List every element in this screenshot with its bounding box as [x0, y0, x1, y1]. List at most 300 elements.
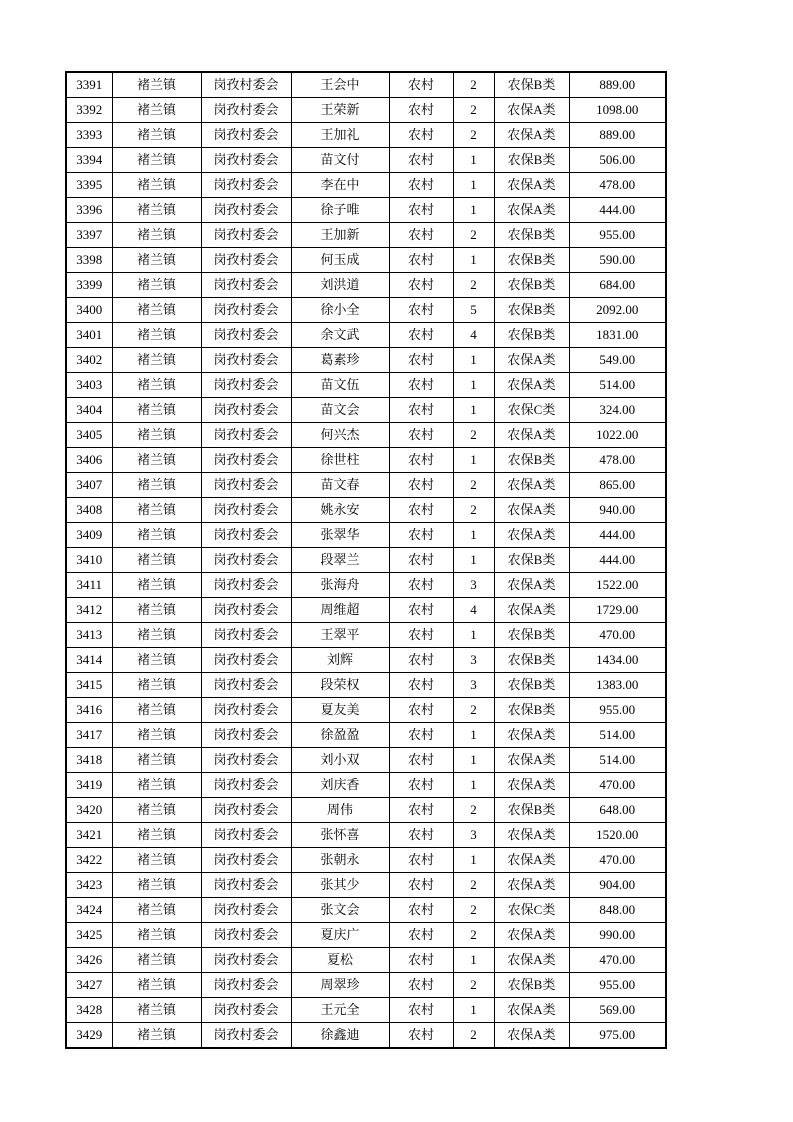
residence-type-cell: 农村 — [389, 148, 453, 173]
serial-number-cell: 3419 — [66, 773, 112, 798]
amount-cell: 1522.00 — [569, 573, 666, 598]
residence-type-cell: 农村 — [389, 273, 453, 298]
serial-number-cell: 3412 — [66, 598, 112, 623]
amount-cell: 1022.00 — [569, 423, 666, 448]
person-count-cell: 2 — [453, 423, 494, 448]
residence-type-cell: 农村 — [389, 748, 453, 773]
person-count-cell: 1 — [453, 348, 494, 373]
person-name-cell: 何兴杰 — [291, 423, 389, 448]
amount-cell: 506.00 — [569, 148, 666, 173]
village-committee-cell: 岗孜村委会 — [201, 698, 291, 723]
amount-cell: 848.00 — [569, 898, 666, 923]
person-name-cell: 张朝永 — [291, 848, 389, 873]
person-name-cell: 何玉成 — [291, 248, 389, 273]
village-committee-cell: 岗孜村委会 — [201, 498, 291, 523]
village-committee-cell: 岗孜村委会 — [201, 198, 291, 223]
person-count-cell: 1 — [453, 948, 494, 973]
residence-type-cell: 农村 — [389, 398, 453, 423]
insurance-type-cell: 农保B类 — [494, 648, 569, 673]
town-cell: 褚兰镇 — [112, 598, 201, 623]
table-row — [66, 998, 666, 1023]
village-committee-cell: 岗孜村委会 — [201, 398, 291, 423]
insurance-type-cell: 农保A类 — [494, 873, 569, 898]
person-name-cell: 刘庆香 — [291, 773, 389, 798]
person-name-cell: 苗文会 — [291, 398, 389, 423]
village-committee-cell: 岗孜村委会 — [201, 323, 291, 348]
town-cell: 褚兰镇 — [112, 248, 201, 273]
residence-type-cell: 农村 — [389, 773, 453, 798]
town-cell: 褚兰镇 — [112, 273, 201, 298]
serial-number-cell: 3421 — [66, 823, 112, 848]
person-count-cell: 2 — [453, 1023, 494, 1049]
person-name-cell: 苗文付 — [291, 148, 389, 173]
residence-type-cell: 农村 — [389, 573, 453, 598]
person-count-cell: 1 — [453, 373, 494, 398]
town-cell: 褚兰镇 — [112, 498, 201, 523]
village-committee-cell: 岗孜村委会 — [201, 623, 291, 648]
amount-cell: 975.00 — [569, 1023, 666, 1049]
table-row — [66, 823, 666, 848]
village-committee-cell: 岗孜村委会 — [201, 873, 291, 898]
insurance-type-cell: 农保A类 — [494, 848, 569, 873]
person-name-cell: 苗文伍 — [291, 373, 389, 398]
residence-type-cell: 农村 — [389, 1023, 453, 1049]
serial-number-cell: 3408 — [66, 498, 112, 523]
table-row — [66, 848, 666, 873]
person-name-cell: 段荣权 — [291, 673, 389, 698]
amount-cell: 470.00 — [569, 623, 666, 648]
town-cell: 褚兰镇 — [112, 173, 201, 198]
amount-cell: 478.00 — [569, 448, 666, 473]
serial-number-cell: 3394 — [66, 148, 112, 173]
table-row — [66, 248, 666, 273]
person-count-cell: 4 — [453, 323, 494, 348]
insurance-type-cell: 农保B类 — [494, 448, 569, 473]
insurance-type-cell: 农保A类 — [494, 598, 569, 623]
residence-type-cell: 农村 — [389, 848, 453, 873]
serial-number-cell: 3393 — [66, 123, 112, 148]
amount-cell: 514.00 — [569, 723, 666, 748]
table-row — [66, 148, 666, 173]
table-row — [66, 98, 666, 123]
insurance-type-cell: 农保A类 — [494, 523, 569, 548]
residence-type-cell: 农村 — [389, 698, 453, 723]
residence-type-cell: 农村 — [389, 623, 453, 648]
town-cell: 褚兰镇 — [112, 348, 201, 373]
amount-cell: 904.00 — [569, 873, 666, 898]
person-count-cell: 1 — [453, 773, 494, 798]
village-committee-cell: 岗孜村委会 — [201, 948, 291, 973]
table-row — [66, 698, 666, 723]
person-name-cell: 王翠平 — [291, 623, 389, 648]
residence-type-cell: 农村 — [389, 598, 453, 623]
person-name-cell: 刘辉 — [291, 648, 389, 673]
town-cell: 褚兰镇 — [112, 823, 201, 848]
amount-cell: 1729.00 — [569, 598, 666, 623]
residence-type-cell: 农村 — [389, 98, 453, 123]
person-count-cell: 2 — [453, 72, 494, 98]
town-cell: 褚兰镇 — [112, 623, 201, 648]
insurance-type-cell: 农保B类 — [494, 973, 569, 998]
residence-type-cell: 农村 — [389, 298, 453, 323]
town-cell: 褚兰镇 — [112, 923, 201, 948]
person-name-cell: 苗文春 — [291, 473, 389, 498]
insurance-type-cell: 农保A类 — [494, 173, 569, 198]
village-committee-cell: 岗孜村委会 — [201, 923, 291, 948]
village-committee-cell: 岗孜村委会 — [201, 298, 291, 323]
insurance-type-cell: 农保A类 — [494, 1023, 569, 1049]
insurance-type-cell: 农保C类 — [494, 398, 569, 423]
insurance-type-cell: 农保B类 — [494, 323, 569, 348]
person-count-cell: 1 — [453, 148, 494, 173]
table-row — [66, 798, 666, 823]
insurance-type-cell: 农保B类 — [494, 298, 569, 323]
person-count-cell: 2 — [453, 273, 494, 298]
insurance-type-cell: 农保A类 — [494, 998, 569, 1023]
person-count-cell: 1 — [453, 723, 494, 748]
person-count-cell: 1 — [453, 998, 494, 1023]
person-name-cell: 李在中 — [291, 173, 389, 198]
town-cell: 褚兰镇 — [112, 298, 201, 323]
person-count-cell: 2 — [453, 498, 494, 523]
person-name-cell: 徐鑫迪 — [291, 1023, 389, 1049]
village-committee-cell: 岗孜村委会 — [201, 998, 291, 1023]
table-row — [66, 923, 666, 948]
table-row — [66, 898, 666, 923]
town-cell: 褚兰镇 — [112, 698, 201, 723]
amount-cell: 324.00 — [569, 398, 666, 423]
serial-number-cell: 3428 — [66, 998, 112, 1023]
amount-cell: 955.00 — [569, 973, 666, 998]
table-row — [66, 723, 666, 748]
person-count-cell: 1 — [453, 523, 494, 548]
village-committee-cell: 岗孜村委会 — [201, 598, 291, 623]
serial-number-cell: 3391 — [66, 72, 112, 98]
serial-number-cell: 3415 — [66, 673, 112, 698]
serial-number-cell: 3418 — [66, 748, 112, 773]
person-count-cell: 2 — [453, 923, 494, 948]
insurance-type-cell: 农保A类 — [494, 98, 569, 123]
insurance-type-cell: 农保A类 — [494, 473, 569, 498]
serial-number-cell: 3422 — [66, 848, 112, 873]
residence-type-cell: 农村 — [389, 723, 453, 748]
village-committee-cell: 岗孜村委会 — [201, 72, 291, 98]
person-count-cell: 3 — [453, 648, 494, 673]
amount-cell: 648.00 — [569, 798, 666, 823]
table-row — [66, 173, 666, 198]
person-count-cell: 2 — [453, 973, 494, 998]
village-committee-cell: 岗孜村委会 — [201, 473, 291, 498]
village-committee-cell: 岗孜村委会 — [201, 448, 291, 473]
person-name-cell: 徐小全 — [291, 298, 389, 323]
table-row — [66, 273, 666, 298]
village-committee-cell: 岗孜村委会 — [201, 223, 291, 248]
serial-number-cell: 3417 — [66, 723, 112, 748]
residence-type-cell: 农村 — [389, 72, 453, 98]
village-committee-cell: 岗孜村委会 — [201, 423, 291, 448]
town-cell: 褚兰镇 — [112, 648, 201, 673]
insurance-type-cell: 农保B类 — [494, 273, 569, 298]
pension-table-body — [66, 72, 666, 1048]
village-committee-cell: 岗孜村委会 — [201, 848, 291, 873]
person-count-cell: 2 — [453, 698, 494, 723]
person-name-cell: 王会中 — [291, 72, 389, 98]
village-committee-cell: 岗孜村委会 — [201, 523, 291, 548]
town-cell: 褚兰镇 — [112, 198, 201, 223]
amount-cell: 2092.00 — [569, 298, 666, 323]
insurance-type-cell: 农保B类 — [494, 673, 569, 698]
person-count-cell: 2 — [453, 223, 494, 248]
person-name-cell: 徐子唯 — [291, 198, 389, 223]
table-row — [66, 748, 666, 773]
residence-type-cell: 农村 — [389, 548, 453, 573]
residence-type-cell: 农村 — [389, 973, 453, 998]
amount-cell: 889.00 — [569, 123, 666, 148]
town-cell: 褚兰镇 — [112, 548, 201, 573]
table-row — [66, 548, 666, 573]
insurance-type-cell: 农保A类 — [494, 823, 569, 848]
residence-type-cell: 农村 — [389, 248, 453, 273]
table-row — [66, 873, 666, 898]
person-count-cell: 1 — [453, 173, 494, 198]
insurance-type-cell: 农保B类 — [494, 148, 569, 173]
town-cell: 褚兰镇 — [112, 748, 201, 773]
person-name-cell: 张怀喜 — [291, 823, 389, 848]
village-committee-cell: 岗孜村委会 — [201, 148, 291, 173]
town-cell: 褚兰镇 — [112, 423, 201, 448]
table-row — [66, 523, 666, 548]
table-row — [66, 348, 666, 373]
person-count-cell: 1 — [453, 398, 494, 423]
person-name-cell: 周伟 — [291, 798, 389, 823]
town-cell: 褚兰镇 — [112, 523, 201, 548]
village-committee-cell: 岗孜村委会 — [201, 348, 291, 373]
residence-type-cell: 农村 — [389, 498, 453, 523]
person-count-cell: 2 — [453, 798, 494, 823]
serial-number-cell: 3411 — [66, 573, 112, 598]
amount-cell: 990.00 — [569, 923, 666, 948]
person-name-cell: 王元全 — [291, 998, 389, 1023]
person-count-cell: 3 — [453, 573, 494, 598]
table-row — [66, 623, 666, 648]
serial-number-cell: 3405 — [66, 423, 112, 448]
amount-cell: 1434.00 — [569, 648, 666, 673]
insurance-type-cell: 农保A类 — [494, 948, 569, 973]
serial-number-cell: 3400 — [66, 298, 112, 323]
town-cell: 褚兰镇 — [112, 798, 201, 823]
village-committee-cell: 岗孜村委会 — [201, 748, 291, 773]
amount-cell: 590.00 — [569, 248, 666, 273]
residence-type-cell: 农村 — [389, 423, 453, 448]
amount-cell: 889.00 — [569, 72, 666, 98]
serial-number-cell: 3416 — [66, 698, 112, 723]
serial-number-cell: 3425 — [66, 923, 112, 948]
table-row — [66, 223, 666, 248]
amount-cell: 470.00 — [569, 948, 666, 973]
village-committee-cell: 岗孜村委会 — [201, 98, 291, 123]
person-count-cell: 5 — [453, 298, 494, 323]
residence-type-cell: 农村 — [389, 173, 453, 198]
person-count-cell: 1 — [453, 198, 494, 223]
residence-type-cell: 农村 — [389, 673, 453, 698]
town-cell: 褚兰镇 — [112, 873, 201, 898]
amount-cell: 955.00 — [569, 698, 666, 723]
person-name-cell: 刘小双 — [291, 748, 389, 773]
serial-number-cell: 3395 — [66, 173, 112, 198]
table-row — [66, 598, 666, 623]
serial-number-cell: 3398 — [66, 248, 112, 273]
person-name-cell: 夏松 — [291, 948, 389, 973]
amount-cell: 940.00 — [569, 498, 666, 523]
town-cell: 褚兰镇 — [112, 223, 201, 248]
residence-type-cell: 农村 — [389, 823, 453, 848]
person-name-cell: 徐世柱 — [291, 448, 389, 473]
residence-type-cell: 农村 — [389, 948, 453, 973]
amount-cell: 470.00 — [569, 848, 666, 873]
serial-number-cell: 3424 — [66, 898, 112, 923]
town-cell: 褚兰镇 — [112, 573, 201, 598]
serial-number-cell: 3404 — [66, 398, 112, 423]
person-name-cell: 段翠兰 — [291, 548, 389, 573]
person-name-cell: 周维超 — [291, 598, 389, 623]
village-committee-cell: 岗孜村委会 — [201, 373, 291, 398]
village-committee-cell: 岗孜村委会 — [201, 173, 291, 198]
serial-number-cell: 3392 — [66, 98, 112, 123]
serial-number-cell: 3410 — [66, 548, 112, 573]
residence-type-cell: 农村 — [389, 123, 453, 148]
person-count-cell: 1 — [453, 548, 494, 573]
residence-type-cell: 农村 — [389, 198, 453, 223]
person-name-cell: 张海舟 — [291, 573, 389, 598]
amount-cell: 1831.00 — [569, 323, 666, 348]
village-committee-cell: 岗孜村委会 — [201, 548, 291, 573]
pension-record-table — [65, 71, 667, 1049]
person-name-cell: 王加新 — [291, 223, 389, 248]
table-row — [66, 323, 666, 348]
serial-number-cell: 3402 — [66, 348, 112, 373]
town-cell: 褚兰镇 — [112, 973, 201, 998]
village-committee-cell: 岗孜村委会 — [201, 723, 291, 748]
person-count-cell: 2 — [453, 123, 494, 148]
village-committee-cell: 岗孜村委会 — [201, 1023, 291, 1049]
table-row — [66, 198, 666, 223]
residence-type-cell: 农村 — [389, 873, 453, 898]
residence-type-cell: 农村 — [389, 798, 453, 823]
serial-number-cell: 3396 — [66, 198, 112, 223]
town-cell: 褚兰镇 — [112, 373, 201, 398]
table-row — [66, 473, 666, 498]
village-committee-cell: 岗孜村委会 — [201, 123, 291, 148]
person-name-cell: 葛素珍 — [291, 348, 389, 373]
serial-number-cell: 3413 — [66, 623, 112, 648]
serial-number-cell: 3401 — [66, 323, 112, 348]
serial-number-cell: 3426 — [66, 948, 112, 973]
village-committee-cell: 岗孜村委会 — [201, 248, 291, 273]
serial-number-cell: 3409 — [66, 523, 112, 548]
insurance-type-cell: 农保A类 — [494, 498, 569, 523]
town-cell: 褚兰镇 — [112, 1023, 201, 1049]
table-row — [66, 498, 666, 523]
table-row — [66, 648, 666, 673]
person-count-cell: 2 — [453, 473, 494, 498]
person-count-cell: 1 — [453, 448, 494, 473]
insurance-type-cell: 农保B类 — [494, 798, 569, 823]
person-name-cell: 张其少 — [291, 873, 389, 898]
residence-type-cell: 农村 — [389, 323, 453, 348]
amount-cell: 444.00 — [569, 548, 666, 573]
person-count-cell: 1 — [453, 748, 494, 773]
village-committee-cell: 岗孜村委会 — [201, 823, 291, 848]
town-cell: 褚兰镇 — [112, 123, 201, 148]
table-row — [66, 973, 666, 998]
amount-cell: 569.00 — [569, 998, 666, 1023]
table-row — [66, 773, 666, 798]
town-cell: 褚兰镇 — [112, 72, 201, 98]
serial-number-cell: 3423 — [66, 873, 112, 898]
residence-type-cell: 农村 — [389, 348, 453, 373]
table-row — [66, 573, 666, 598]
village-committee-cell: 岗孜村委会 — [201, 573, 291, 598]
insurance-type-cell: 农保A类 — [494, 423, 569, 448]
insurance-type-cell: 农保A类 — [494, 748, 569, 773]
person-count-cell: 1 — [453, 248, 494, 273]
table-row — [66, 298, 666, 323]
town-cell: 褚兰镇 — [112, 673, 201, 698]
insurance-type-cell: 农保A类 — [494, 373, 569, 398]
amount-cell: 470.00 — [569, 773, 666, 798]
residence-type-cell: 农村 — [389, 998, 453, 1023]
table-row — [66, 673, 666, 698]
person-name-cell: 余文武 — [291, 323, 389, 348]
amount-cell: 478.00 — [569, 173, 666, 198]
amount-cell: 955.00 — [569, 223, 666, 248]
insurance-type-cell: 农保A类 — [494, 348, 569, 373]
serial-number-cell: 3407 — [66, 473, 112, 498]
town-cell: 褚兰镇 — [112, 98, 201, 123]
table-row — [66, 448, 666, 473]
person-name-cell: 王加礼 — [291, 123, 389, 148]
residence-type-cell: 农村 — [389, 923, 453, 948]
residence-type-cell: 农村 — [389, 223, 453, 248]
person-count-cell: 1 — [453, 848, 494, 873]
town-cell: 褚兰镇 — [112, 148, 201, 173]
person-name-cell: 周翠珍 — [291, 973, 389, 998]
residence-type-cell: 农村 — [389, 373, 453, 398]
town-cell: 褚兰镇 — [112, 898, 201, 923]
village-committee-cell: 岗孜村委会 — [201, 973, 291, 998]
person-count-cell: 2 — [453, 873, 494, 898]
insurance-type-cell: 农保A类 — [494, 123, 569, 148]
table-row — [66, 123, 666, 148]
village-committee-cell: 岗孜村委会 — [201, 898, 291, 923]
insurance-type-cell: 农保C类 — [494, 898, 569, 923]
amount-cell: 444.00 — [569, 198, 666, 223]
person-name-cell: 刘洪道 — [291, 273, 389, 298]
insurance-type-cell: 农保B类 — [494, 248, 569, 273]
person-name-cell: 徐盈盈 — [291, 723, 389, 748]
town-cell: 褚兰镇 — [112, 773, 201, 798]
person-name-cell: 王荣新 — [291, 98, 389, 123]
village-committee-cell: 岗孜村委会 — [201, 648, 291, 673]
amount-cell: 1520.00 — [569, 823, 666, 848]
table-row — [66, 398, 666, 423]
insurance-type-cell: 农保A类 — [494, 773, 569, 798]
residence-type-cell: 农村 — [389, 448, 453, 473]
town-cell: 褚兰镇 — [112, 998, 201, 1023]
serial-number-cell: 3397 — [66, 223, 112, 248]
town-cell: 褚兰镇 — [112, 948, 201, 973]
residence-type-cell: 农村 — [389, 473, 453, 498]
